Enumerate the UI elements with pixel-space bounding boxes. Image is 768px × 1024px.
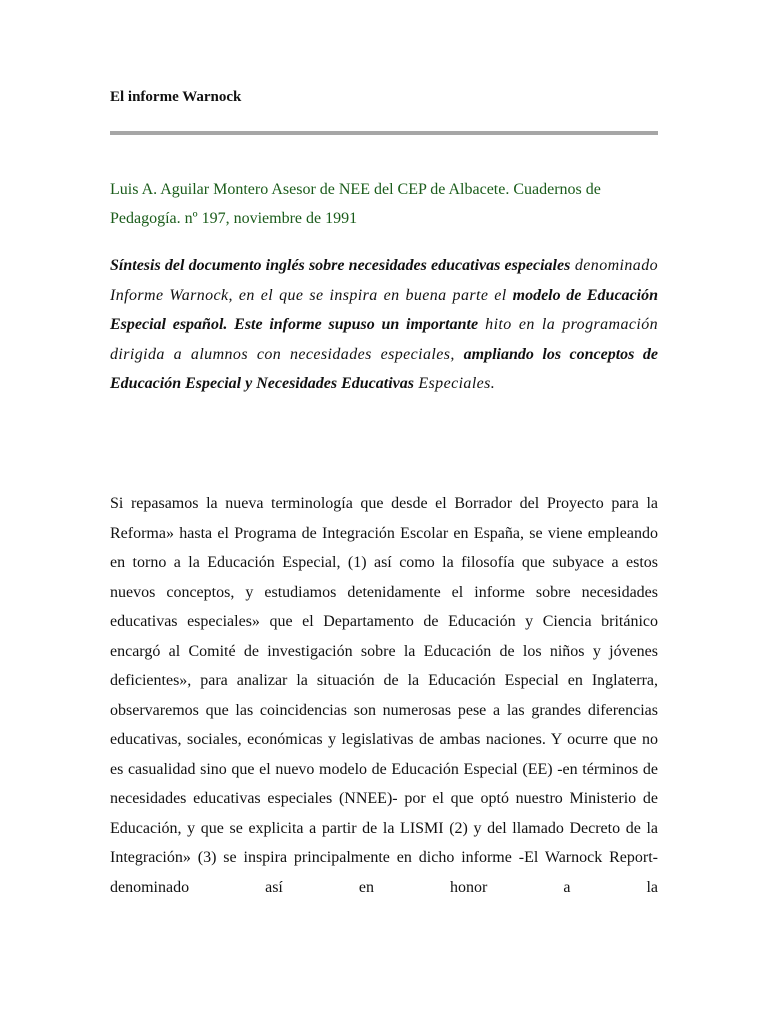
abstract-emphasis: Síntesis del documento inglés sobre necesidades educativas especiales bbox=[110, 257, 571, 274]
body-paragraph: Si repasamos la nueva terminología que desde el Borrador del Proyecto para la Reforma» hasta el Programa de Integración Escolar en España, se viene empleando en torno a la Educación Especial, (1) así como la filosofía que subyace a estos nuevos conceptos, y estudiamos detenidamente el informe sobre necesidades educativas especiales» que el Departamento de Educación y Ciencia británico encargó al Comité de investigación sobre la Educación de los niños y jóvenes deficientes», para analizar la situación de la Educación Especial en Inglaterra, observaremos que las coincidencias son numerosas pese a las grandes diferencias educativas, sociales, económicas y legislativas de ambas naciones. Y ocurre que no es casualidad sino que el nuevo modelo de Educación Especial (EE) -en términos de necesidades educativas especiales (NNEE)- por el que optó nuestro Ministerio de Educación, y que se explicita a partir de la LISMI (2) y del llamado Decreto de la Integración» (3) se inspira principalmente en dicho informe -El Warnock Report- denominado así en honor a la bbox=[110, 495, 658, 896]
author-byline: Luis A. Aguilar Montero Asesor de NEE del CEP de Albacete. Cuadernos de Pedagogía. nº 197, noviembre de 1991 bbox=[110, 181, 601, 227]
horizontal-divider bbox=[110, 131, 658, 135]
abstract-emphasis: modelo de Educación Especial español. Este informe supuso un importante bbox=[110, 286, 658, 333]
document-title: El informe Warnock bbox=[110, 89, 242, 105]
abstract-text: denominado Informe Warnock, en el que se inspira en buena parte el bbox=[110, 257, 658, 304]
abstract-text: hito en la programación dirigida a alumnos con necesidades especiales, bbox=[110, 316, 659, 363]
abstract-paragraph bbox=[110, 251, 658, 399]
abstract-emphasis: ampliando los conceptos de Educación Especial y Necesidades Educativas bbox=[110, 345, 658, 392]
abstract-text: Especiales. bbox=[413, 375, 496, 392]
